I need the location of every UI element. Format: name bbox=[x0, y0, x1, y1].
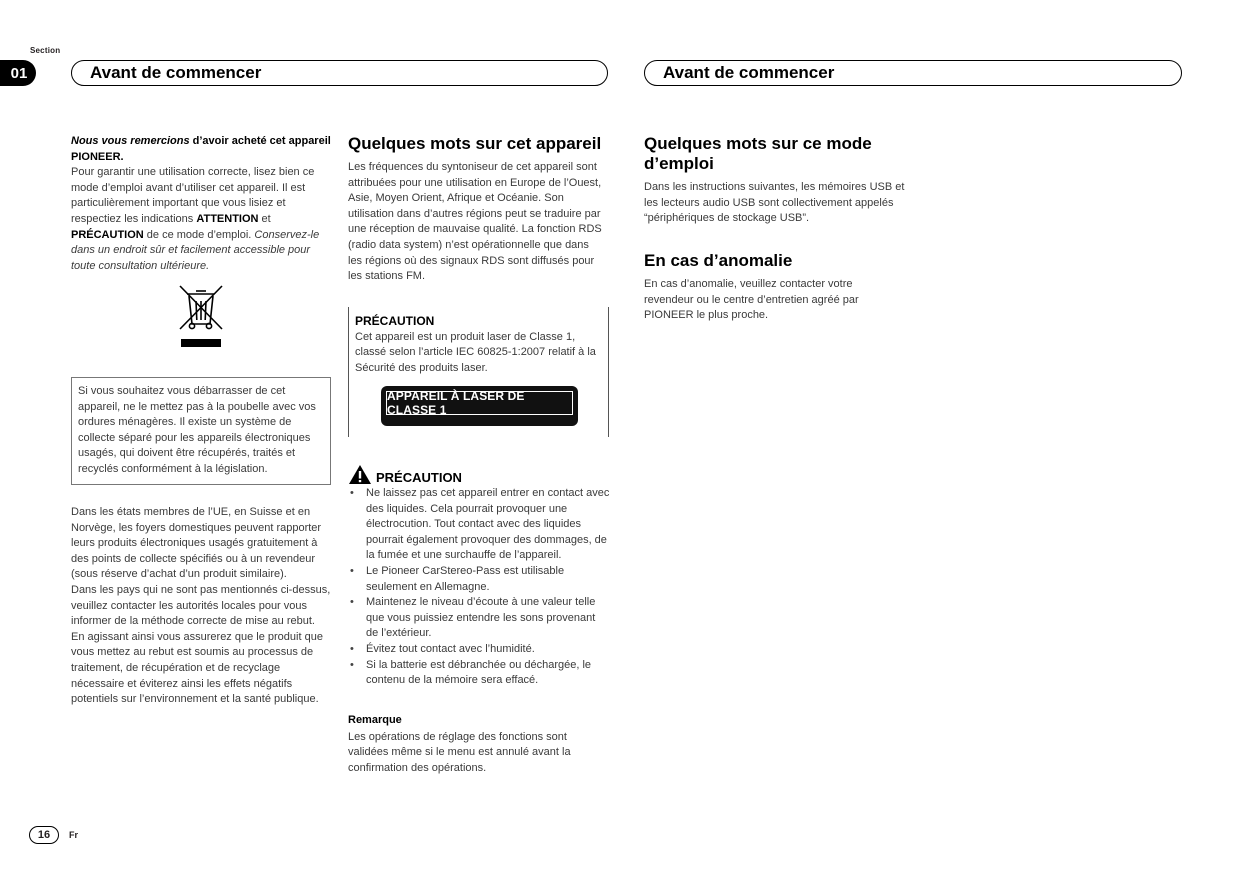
page-number: 16 bbox=[29, 826, 59, 844]
disposal-notice-text: Si vous souhaitez vous débarrasser de cet appareil, ne le mettez pas à la poubelle avec vos ordures ménagères. Il existe un système de collecte séparé pour les appareils électroniques usagés, qui doivent être récupérés, traités et recyclés conformément à la législation. bbox=[78, 385, 316, 475]
manual-text bbox=[644, 180, 906, 227]
left-header-title: Avant de commencer bbox=[90, 63, 262, 82]
manual-heading: Quelques mots sur ce mode d’emploi bbox=[644, 134, 872, 173]
laser-class-label bbox=[381, 386, 578, 426]
remark-text: Les opérations de réglage des fonctions sont validées même si le menu est annulé avant la confirmation des opérations. bbox=[348, 730, 571, 774]
weee-symbol bbox=[178, 284, 224, 348]
anomaly-paragraph: En cas d’anomalie, veuillez contacter votre revendeur ou le centre d’entretien agréé par PIONEER le plus proche. bbox=[644, 278, 859, 322]
laser-class-label-text: APPAREIL À LASER DE CLASSE 1 bbox=[386, 391, 573, 415]
eu-disposal-text bbox=[71, 505, 331, 708]
device-heading: Quelques mots sur cet appareil bbox=[348, 134, 602, 153]
and-word: et bbox=[258, 212, 271, 225]
left-page-header bbox=[71, 60, 608, 86]
disposal-notice-box bbox=[71, 377, 331, 485]
caution-item: • Évitez tout contact avec l’humidité. bbox=[348, 642, 610, 658]
caution-item: • Ne laissez pas cet appareil entrer en contact avec des liquides. Cela pourrait provoquer une électrocution. Tout contact avec des liquides pourrait également provoquer des dommages, de la fumée et une surchauffe de l’appareil. bbox=[348, 486, 610, 564]
attention-word: ATTENTION bbox=[196, 212, 259, 225]
remark-section bbox=[348, 713, 608, 776]
warning-triangle-icon bbox=[348, 464, 372, 485]
caution-heading bbox=[348, 463, 610, 485]
manual-paragraph: Dans les instructions suivantes, les mémoires USB et les lecteurs audio USB sont collectivement appelés “périphériques de stockage USB”. bbox=[644, 181, 905, 225]
laser-caution-title: PRÉCAUTION bbox=[355, 314, 435, 328]
section-number-tab: 01 bbox=[0, 60, 36, 86]
caution-section bbox=[348, 463, 610, 689]
right-page-header bbox=[644, 60, 1182, 86]
laser-caution-text: Cet appareil est un produit laser de Classe 1, classé selon l’article IEC 60825-1:2007 relatif à la Sécurité des produits laser. bbox=[355, 330, 596, 374]
anomaly-heading: En cas d’anomalie bbox=[644, 251, 793, 270]
caution-item: • Le Pioneer CarStereo-Pass est utilisable seulement en Allemagne. bbox=[348, 564, 610, 595]
eu-paragraph-3: En agissant ainsi vous assurerez que le produit que vous mettez au rebut est soumis au processus de traitement, de récupération et de recyclage nécessaire et éviterez ainsi les effets négatifs potentiels sur l’environnement et la santé publique. bbox=[71, 630, 323, 706]
language-code: Fr bbox=[69, 830, 78, 840]
right-header-title: Avant de commencer bbox=[663, 63, 835, 82]
section-label: Section bbox=[30, 46, 61, 55]
crossed-out-wheelie-bin-icon bbox=[178, 284, 224, 348]
eu-paragraph-1: Dans les états membres de l’UE, en Suisse et en Norvège, les foyers domestiques peuvent rapporter leurs produits électroniques usagés gratuitement à des points de collecte spécifiés ou à un revendeur (sous réserve d’achat d’un produit similaire). bbox=[71, 506, 322, 581]
caution-item: • Maintenez le niveau d’écoute à une valeur telle que vous puissiez entendre les sons provenant de l’extérieur. bbox=[348, 595, 610, 642]
thanks-italic: Nous vous remercions bbox=[71, 135, 190, 147]
intro-body-1: Pour garantir une utilisation correcte, lisez bien ce mode d’emploi avant d’utiliser cet appareil. Il est particulièrement important que vous lisiez et respectiez les indications bbox=[71, 166, 315, 225]
remark-title: Remarque bbox=[348, 714, 402, 726]
device-text bbox=[348, 160, 606, 285]
caution-item: • Si la batterie est débranchée ou déchargée, le contenu de la mémoire sera effacé. bbox=[348, 658, 610, 689]
laser-caution-block bbox=[348, 307, 609, 437]
caution-list bbox=[348, 486, 610, 689]
caution-title: PRÉCAUTION bbox=[376, 470, 462, 485]
eu-paragraph-2: Dans les pays qui ne sont pas mentionnés ci-dessus, veuillez contacter les autorités locales pour vous informer de la méthode correcte de mise au rebut. bbox=[71, 583, 331, 628]
device-paragraph: Les fréquences du syntoniseur de cet appareil sont attribuées pour une utilisation en Europe de l’Ouest, Asie, Moyen Orient, Afrique et Océanie. Son utilisation dans d’autres régions peut se traduire par une réception de mauvaise qualité. La fonction RDS (radio data system) n’est opérationnelle que dans les régions où des signaux RDS sont diffusés pour les stations FM. bbox=[348, 161, 602, 283]
intro-column bbox=[71, 134, 331, 274]
intro-paragraph bbox=[71, 134, 331, 274]
thanks-rest: d’avoir acheté cet appareil PIONEER. bbox=[71, 135, 331, 163]
keep-safe-text: Conservez-le dans un endroit sûr et facilement accessible pour toute consultation ultérieure. bbox=[71, 228, 320, 272]
precaution-word: PRÉCAUTION bbox=[71, 228, 144, 241]
intro-body-2: de ce mode d’emploi. bbox=[143, 228, 255, 241]
anomaly-text bbox=[644, 277, 894, 324]
